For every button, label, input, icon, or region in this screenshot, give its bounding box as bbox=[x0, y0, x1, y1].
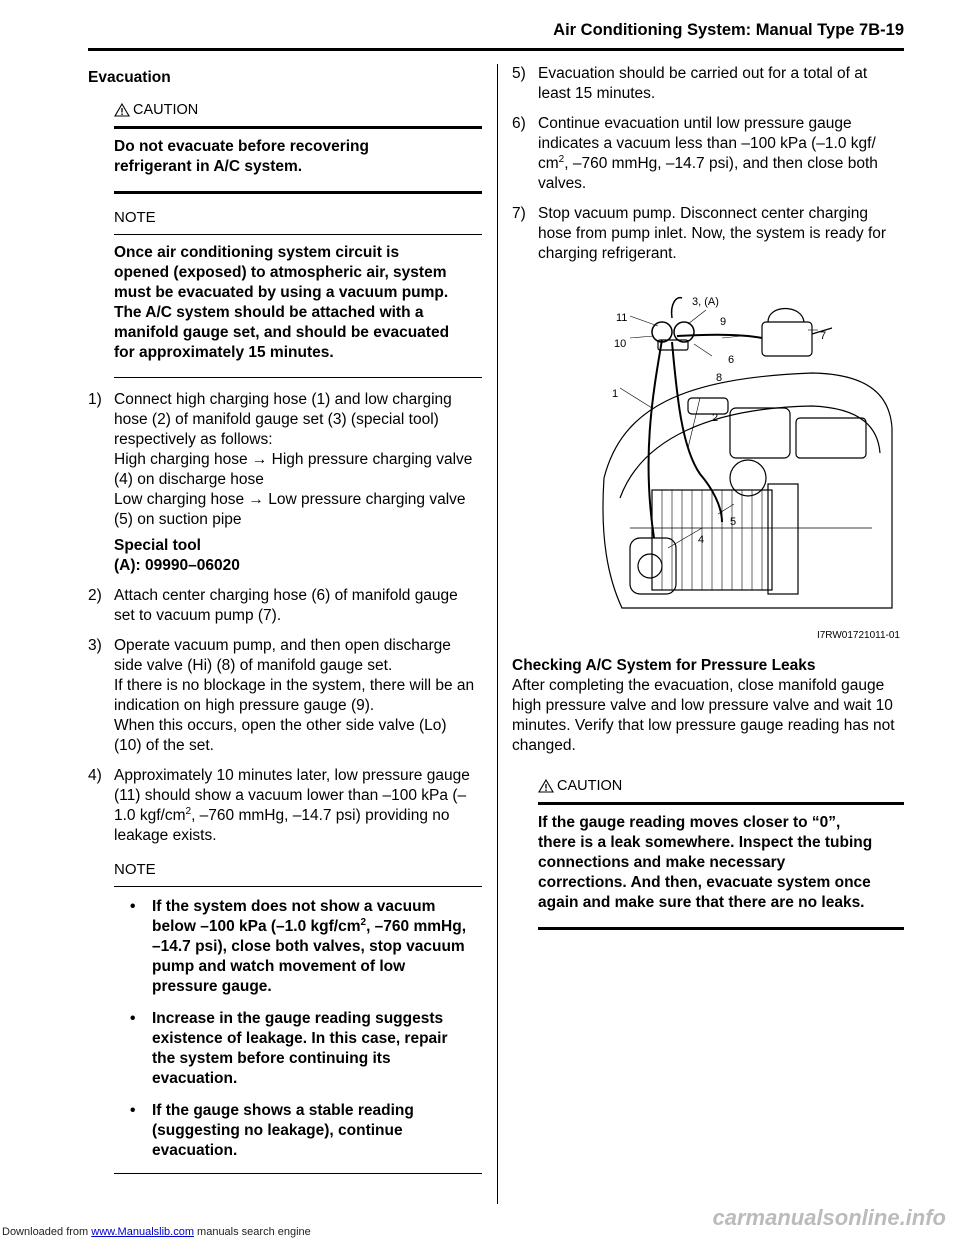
callout-label: 4 bbox=[698, 534, 705, 546]
caution-label: CAUTION bbox=[133, 102, 199, 118]
caution-title bbox=[114, 100, 482, 120]
callout-label: 9 bbox=[720, 316, 727, 328]
step-6 bbox=[512, 114, 904, 194]
caution-label: CAUTION bbox=[557, 778, 623, 794]
caution-bottom-rule bbox=[538, 927, 904, 930]
footer-prefix: Downloaded from bbox=[2, 1226, 92, 1238]
note-bullet-3 bbox=[114, 1101, 482, 1161]
step-number: 7) bbox=[512, 205, 526, 222]
callout-label: 6 bbox=[728, 354, 735, 366]
caution-line: Do not evacuate before recovering bbox=[114, 138, 369, 155]
manifold-gauge-drawing bbox=[512, 278, 904, 648]
left-column bbox=[88, 64, 482, 1174]
note-line: must be evacuated by using a vacuum pump. bbox=[114, 284, 449, 301]
callout-label: 3, (A) bbox=[692, 296, 719, 308]
step-line: Operate vacuum pump, and then open discharge bbox=[114, 637, 451, 654]
step-line: (11) should show a vacuum lower than –100 kPa (– bbox=[114, 787, 467, 804]
step-line: valves. bbox=[538, 175, 587, 192]
bullet-line: the system before continuing its bbox=[152, 1050, 391, 1067]
warning-triangle-icon bbox=[538, 779, 554, 793]
step-5 bbox=[512, 64, 904, 104]
step-line: indicates a vacuum less than –100 kPa (–1.0 kgf/ bbox=[538, 135, 876, 152]
figure-code: I7RW01721011-01 bbox=[816, 630, 900, 641]
download-footer bbox=[2, 1222, 311, 1242]
superscript: 2 bbox=[360, 916, 367, 928]
bullet-line: (suggesting no leakage), continue bbox=[152, 1122, 403, 1139]
bullet-dot: • bbox=[130, 1010, 136, 1027]
paragraph-line: high pressure valve and low pressure valve and wait 10 bbox=[512, 697, 893, 714]
step-line: (10) of the set. bbox=[114, 737, 214, 754]
step-line: (5) on suction pipe bbox=[114, 511, 242, 528]
text-run: cm bbox=[538, 155, 559, 172]
superscript: 2 bbox=[558, 153, 565, 165]
step-line: If there is no blockage in the system, there will be an bbox=[114, 677, 475, 694]
text-run: , –760 mmHg, bbox=[366, 918, 466, 935]
column-divider bbox=[497, 64, 498, 1204]
callout-label: 7 bbox=[820, 330, 827, 342]
page-header-title: Air Conditioning System: Manual Type 7B-19 bbox=[553, 21, 904, 39]
text-run: , –760 mmHg, –14.7 psi) providing no bbox=[191, 807, 450, 824]
step-line: Connect high charging hose (1) and low charging bbox=[114, 391, 452, 408]
caution-line: If the gauge reading moves closer to “0”, bbox=[538, 814, 841, 831]
bullet-line: If the gauge shows a stable reading bbox=[152, 1102, 414, 1119]
paragraph-line: changed. bbox=[512, 737, 576, 754]
text-run: , –760 mmHg, –14.7 psi), and then close both bbox=[564, 155, 878, 172]
bullet-dot: • bbox=[130, 898, 136, 915]
footer-suffix: manuals search engine bbox=[193, 1226, 311, 1238]
caution-line: corrections. And then, evacuate system once bbox=[538, 874, 871, 891]
step-line: set to vacuum pump (7). bbox=[114, 607, 282, 624]
caution-box-2 bbox=[538, 776, 904, 930]
step-line: Approximately 10 minutes later, low pressure gauge bbox=[114, 767, 470, 784]
callout-label: 1 bbox=[612, 388, 619, 400]
caution-body bbox=[538, 805, 904, 927]
note-bullets bbox=[114, 887, 482, 1161]
step-number: 5) bbox=[512, 65, 526, 82]
note-bottom-rule bbox=[114, 1173, 482, 1174]
evacuation-heading: Evacuation bbox=[88, 69, 171, 86]
step-line: side valve (Hi) (8) of manifold gauge set. bbox=[114, 657, 393, 674]
step-number: 6) bbox=[512, 115, 526, 132]
step-1 bbox=[88, 390, 482, 576]
step-line bbox=[538, 154, 904, 174]
step-line: charging refrigerant. bbox=[538, 245, 677, 262]
bullet-line: Increase in the gauge reading suggests bbox=[152, 1010, 444, 1027]
evacuation-illustration bbox=[512, 278, 904, 648]
paragraph-line: After completing the evacuation, close manifold gauge bbox=[512, 677, 885, 694]
note-bullet-1 bbox=[114, 897, 482, 997]
text-run: 1.0 kgf/cm bbox=[114, 807, 186, 824]
step-line: Attach center charging hose (6) of manifold gauge bbox=[114, 587, 458, 604]
step-line: Stop vacuum pump. Disconnect center charging bbox=[538, 205, 868, 222]
bullet-line: evacuation. bbox=[152, 1142, 238, 1159]
callout-label: 10 bbox=[614, 338, 627, 350]
caution-body bbox=[114, 129, 482, 191]
bullet-line: pump and watch movement of low bbox=[152, 958, 406, 975]
step-line: hose from pump inlet. Now, the system is ready for bbox=[538, 225, 887, 242]
step-line: Continue evacuation until low pressure gauge bbox=[538, 115, 852, 132]
step-line: hose (2) of manifold gauge set (3) (special tool) bbox=[114, 411, 439, 428]
step-number: 2) bbox=[88, 587, 102, 604]
note-title: NOTE bbox=[114, 861, 156, 878]
step-line: leakage exists. bbox=[114, 827, 217, 844]
caution-box-1 bbox=[114, 100, 482, 194]
step-line: least 15 minutes. bbox=[538, 85, 656, 102]
step-line bbox=[114, 806, 482, 826]
caution-line: again and make sure that there are no leaks. bbox=[538, 894, 865, 911]
bullet-line: –14.7 psi), close both valves, stop vacuum bbox=[152, 938, 465, 955]
step-number: 1) bbox=[88, 391, 102, 408]
superscript: 2 bbox=[185, 805, 192, 817]
note-body bbox=[114, 235, 482, 377]
step-line: respectively as follows: bbox=[114, 431, 273, 448]
special-tool-label: Special tool bbox=[114, 537, 201, 554]
step-line: When this occurs, open the other side valve (Lo) bbox=[114, 717, 447, 734]
step-4 bbox=[88, 766, 482, 846]
callout-label: 8 bbox=[716, 372, 723, 384]
watermark: carmanualsonline.info bbox=[712, 1205, 946, 1230]
note-line: Once air conditioning system circuit is bbox=[114, 244, 400, 261]
step-3 bbox=[88, 636, 482, 756]
callout-label: 5 bbox=[730, 516, 737, 528]
note-line: for approximately 15 minutes. bbox=[114, 344, 334, 361]
step-line: High charging hose → High pressure charging valve bbox=[114, 451, 473, 468]
caution-bottom-rule bbox=[114, 191, 482, 194]
bullet-line: If the system does not show a vacuum bbox=[152, 898, 436, 915]
step-number: 3) bbox=[88, 637, 102, 654]
note-box-1 bbox=[114, 208, 482, 378]
caution-line: connections and make necessary bbox=[538, 854, 786, 871]
step-number: 4) bbox=[88, 767, 102, 784]
note-bullet-2 bbox=[114, 1009, 482, 1089]
callout-label: 11 bbox=[616, 312, 628, 324]
step-line: Evacuation should be carried out for a total of at bbox=[538, 65, 868, 82]
leak-check-paragraph bbox=[512, 676, 904, 756]
manualslib-link[interactable]: www.Manualslib.com bbox=[91, 1226, 194, 1238]
text-run: below –100 kPa (–1.0 kgf/cm bbox=[152, 918, 361, 935]
step-line: (4) on discharge hose bbox=[114, 471, 264, 488]
right-column bbox=[512, 64, 904, 930]
step-line: indication on high pressure gauge (9). bbox=[114, 697, 375, 714]
header-rule bbox=[88, 48, 904, 51]
step-7 bbox=[512, 204, 904, 264]
bullet-line: existence of leakage. In this case, repair bbox=[152, 1030, 448, 1047]
leak-check-heading: Checking A/C System for Pressure Leaks bbox=[512, 657, 816, 674]
callout-label: 2 bbox=[712, 412, 719, 424]
step-2 bbox=[88, 586, 482, 626]
note-line: opened (exposed) to atmospheric air, system bbox=[114, 264, 447, 281]
note-title: NOTE bbox=[114, 209, 156, 226]
warning-triangle-icon bbox=[114, 103, 130, 117]
caution-line: there is a leak somewhere. Inspect the tubing bbox=[538, 834, 873, 851]
paragraph-line: minutes. Verify that low pressure gauge reading has not bbox=[512, 717, 895, 734]
note-line: manifold gauge set, and should be evacuated bbox=[114, 324, 450, 341]
step-line: Low charging hose → Low pressure charging valve bbox=[114, 491, 466, 508]
note-box-2 bbox=[114, 860, 482, 1174]
bullet-line bbox=[152, 917, 482, 937]
bullet-line: evacuation. bbox=[152, 1070, 238, 1087]
caution-title bbox=[538, 776, 904, 796]
caution-line: refrigerant in A/C system. bbox=[114, 158, 303, 175]
special-tool-value: (A): 09990–06020 bbox=[114, 557, 240, 574]
bullet-dot: • bbox=[130, 1102, 136, 1119]
bullet-line: pressure gauge. bbox=[152, 978, 272, 995]
note-line: The A/C system should be attached with a bbox=[114, 304, 424, 321]
